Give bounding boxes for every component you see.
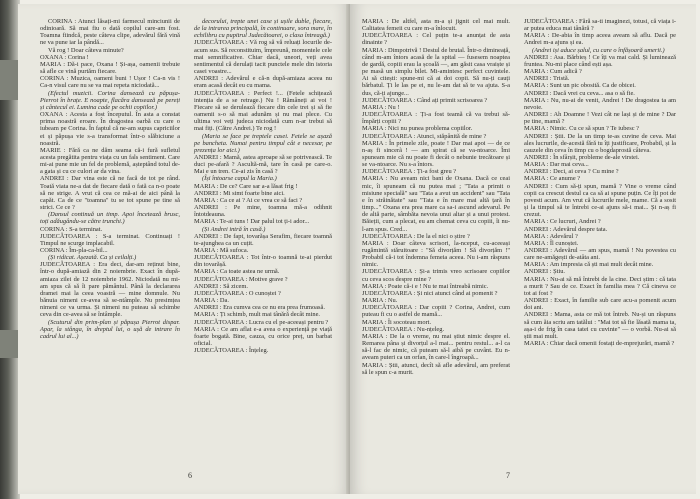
dialogue-paragraph: MARIA : De altfel, asta m-a și jignit cel mai mult. Calitatea femeii cu care m-a înlocuit. [362,18,510,33]
dialogue-paragraph: JUDECĂTOAREA : O cunoștei ? [194,289,281,297]
dialogue-paragraph: MARIA : Ce anume ? [524,175,581,183]
dialogue-paragraph: MARIA : Dă-i pace, Oxana ! Și-așa, oamenii trebuie să afle ce vină purtăm fiecare. [40,60,180,76]
dialogue-paragraph: JUDECĂTOAREA : Ți-a fost teamă că va trebui să-împărți copiii ? [362,111,510,126]
dialogue-paragraph: ANDREI : De fapt, tovarășa Serafim, fiecare toamnă te-ajunghea ca un cuțit. [194,232,332,247]
stage-direction: (Scuturul din prim-plan și păpușa Pierrot dispar. Apar, la stânga, în dreptul lui, o ușă de intrare în cadrul lui al...) [40,318,180,340]
stage-direction: (Efectul muzicii. Corina dansează cu păpușa-Pierrot în brațe. E noapte, flacăra dansează pe pereți și cântecul ei. Lumina cade pe ochii copiilor.) [40,89,180,111]
dialogue-paragraph: MARIA : Nu-ai să mă întrebi de la cine. Deci știm : că tata a murit ? Sau de ce. Exact în familia mea ? Că cineva ce tot ai fost ? [524,275,676,297]
dialogue-paragraph: MARIA : Nimic. Cu ce să spun ? Te iubesc ? [524,125,639,133]
page-number-left: 6 [188,471,192,480]
dialogue-paragraph: ANDREI : Mi simt foarte bine aici. [194,189,285,197]
dialogue-paragraph: MARIA : Ți schimb, mult mai tânără decât mine. [194,311,321,319]
dialogue-paragraph: MARIA : Adevărul ? [524,232,578,240]
dialogue-paragraph: JUDECĂTOAREA : Când ați primit scrisoarea ? [362,96,488,104]
dialogue-paragraph: ANDREI : Adevărul e că-n după-amiaza aceea nu eram acasă decât eu cu mama. [194,75,332,90]
dialogue-paragraph: ANDREI : Tristă. [524,75,570,83]
dialogue-paragraph: CORINA : S-a terminat. [40,225,103,233]
dialogue-paragraph: MARIA : Ce am aflat e-a avea o experiență pe viață foarte bogată. Bine, cauza, cu orice preț, un barbat oficial. [194,325,332,348]
dialogue-paragraph: CORINA : Îm-pla-ca-bil... [40,247,108,254]
book-fore-edge [0,0,20,499]
dialogue-paragraph: MARIA : Îl cunoștei. [524,239,579,247]
dialogue-paragraph: JUDECĂTOAREA : Perfect !... (Fetele schițează intenția de a se retrage.) Nu ! Rămâneți ai voi ! Fiecare să se derulează fiecare din cele trei și să fie oamenii s-o să mai adunăm și nu mai plece. Cu ultima voi veți judeca niciodată cum n-ar trebui să mai fiți. (Către Andrei.) Te rog ! [194,89,332,133]
dialogue-paragraph: MARIA : Nu, nu-ai de venit, Andrei ! De dragostea ta am nevoie. [524,96,676,111]
dialogue-paragraph: MARIA : Dimpotrivă ! Destul de brutal. Într-o dimineață, când m-am întors acasă de la spital — fusesem noaptea de gardă, copiii erau la școală —, am găsit casa vraiște și pe masă un simplu bilet. Mi-amintesc perfect cuvintele. Ai să citești: spune-mi că ai doi copii. Să nu-ți cauți bărbatul. Ți le las pe ei, nu le-am dat să te va ajuta. S-a dus, că-ți ajunge... [362,46,510,97]
left-page [18,4,350,494]
dialogue-paragraph: MARIA : De-abia în timp aceea aveam să aflu. Dacă pe Andrei m-a ajuns și ea. [524,32,676,47]
stage-direction: (Dansul continuă un timp. Apoi încetează brusc, toți adăugându-se către trunchi.) [40,211,180,226]
dialogue-paragraph: JUDECĂTOAREA : Dar copiii ? Corina, Andrei, cum puteau fi cu o astfel de mamă... [362,304,510,319]
dialogue-paragraph: MARIA : De ce? Care sar a-a lăsat frig ! [194,182,298,190]
dialogue-paragraph: JUDECĂTOAREA : De la el nici o știre ? [362,232,470,240]
dialogue-paragraph: JUDECĂTOAREA : Înțeleg. [194,347,269,355]
dialogue-paragraph: ANDREI : Cum să-ți spun, mamă ? Vine o vreme când copii ca crescut destul ca ca să ai spune puțin. Ce îți pot de povesti acum. Am vrut că lucrurile mele, mame. Că a sosit și la timpul să te întrebi ce-ai ajuns să-i mai... Și n-aș fi crezut. [524,182,676,219]
stage-direction: decorului, trepte unei case și ușile duble, fiecare, de la intrarea principală, în continuare, sora mare, în echilibru cu pupitrul Judecătoarei, o clasa întreagă.) [194,18,332,40]
right-page-column-2 [524,18,676,347]
dialogue-paragraph: ANDREI : Să zicem. [194,282,248,290]
dialogue-paragraph: ANDREI : Mamă, astea aproape să se potrivească. Te duci pe-afară ? Ascultă-mă, tare în casă pe care-o. Mai e un tren. Ce-ai zis în casă ? [194,153,332,176]
dialogue-paragraph: JUDECĂTOAREA : Motive grave ? [194,275,288,283]
dialogue-paragraph: MARIA : Da. [194,297,229,305]
dialogue-paragraph: MARIA : Mă sufoca. [194,247,249,254]
stage-direction: (Andrei iși aduce șalul, cu care o înfășoară umerii.) [532,46,665,54]
right-page-column-1 [362,18,510,376]
dialogue-paragraph: ANDREI : Adevărul — am spus, mamă ! Nu povestea cu care ne-amăgești de-atâta ani. [524,247,676,262]
dialogue-paragraph: ANDREI : Știu. [524,268,566,276]
dialogue-paragraph: ANDREI : Știi. De la un timp te-as cuvine de ceva. Mai ales lucrurile, de-acestă fără tu îți justificare, Probabil, și la cauzele din ceva în timp cu o bogdaprostă câteva. [524,132,676,154]
dialogue-paragraph: MARIA : Doar câteva scrisori, la-nceput, cu-aceeași rugămintă stăruitoare : "Să divorțăm ! Să divorțăm !" Probabil că-i tot îndemna femeia aceea. Nu i-am răspuns nimic. [362,239,510,269]
dialogue-paragraph: MARIA : Poate că-i e ! Nu te mai întreabă nimic. [362,282,489,290]
dialogue-paragraph: MARIA : Nu ! [362,103,400,111]
stage-direction: (Și Andrei intră în casă.) [202,225,266,233]
dialogue-paragraph: MARIA : Sunt un pic obosită. Ca de obicei. [524,82,636,90]
dialogue-paragraph: ANDREI : Era cumva cea ce nu era prea frumoasă. [194,304,325,312]
stage-direction: (Maria se face pe treptele casei. Fetele se așază pe bancheta. Numai pentru timpul cât e necesar, pe prezența lor aici.) [194,132,332,154]
dialogue-paragraph: MARIA : De la o vreme, nu mai știut nimic despre el. Remarea pâna și divorțul a-l mai... pentru restul... a-l ca să-l fac de nimic, că puteam să-l aibă pe cuvânt. Eu n-aveam puteri ca un orfan, în care-l îngroapă... [362,332,510,362]
dialogue-paragraph: MARIA : Ca toate astea ne urmă. [194,268,280,276]
dialogue-paragraph: JUDECĂTOAREA : Și-a trimis vreo scrisoare copiilor cu ceva scos despre mine ? [362,268,510,283]
dialogue-paragraph: ANDREI : Pe mine, toamna mă-a odihnit întotdeauna. [194,204,332,219]
dialogue-paragraph: MARIA : Te-ai tuns ! Dar palul tot ți-i ador... [194,218,310,226]
dialogue-paragraph: JUDECĂTOAREA : Nu-nțeleg. [362,325,445,333]
right-page [350,4,696,494]
dialogue-paragraph: ANDREI : Adevărul despre tata. [524,225,608,233]
dialogue-paragraph: JUDECĂTOAREA : Cel puțin te-a anunțat de asta dinainte ? [362,32,510,47]
dialogue-paragraph: MARIA : Îi socoteau mort. [362,318,432,326]
dialogue-paragraph: ANDREI : Ah Doamne ! Vezi cât ne lași și de mine ? Dar pe tine, mamă ? [524,111,676,126]
dialogue-paragraph: CORINA : Muzica, oameni buni ! Ușor ! Ca-n vis ! Ca-n visul care nu se va mai repeta niciodată... [40,75,180,90]
dialogue-paragraph: MARIA : Cum adică ? [524,68,582,76]
dialogue-paragraph: JUDECĂTOAREA : Atunci, stăpânită de mine ? [362,132,487,140]
dialogue-paragraph: ANDREI : Asa. Bărbieș ! Ce îți va mai cald. Și luminează fruntea. Nu-mi place când ești așa. [524,53,676,68]
dialogue-paragraph: MARIA : În primele zile, poate ! Dar mai apoi — de ce n-aș fi sincerã ! — am spirat că se va-ntoarce. Îmi spuneam mie că nu poate fi decât o nebunie trecătoare și se va-ntoarce. Nu s-a întors. [362,139,510,169]
left-page-column-1 [40,18,180,340]
stage-direction: (Își întoarse capul la Maria.) [202,175,277,183]
dialogue-paragraph: MARIA : Nu aveam nici bani de Oxana. Dacă ce ceai mic, îi spuneam că nu putea mai ; "Tata a primit o misiune specială" sau "Tata a avut un accident" sau "Tata e în străinătate" sau "Tata e în mare mai altă țară în timp..." Oxana era prea mare ca sa-i ascund adevarul. Pe de altă parte, sâmbăta nevoia unui altar și a unui protest. Băieții, cum a plecat, eu am chemat ceva cu copiii, îi nu-l-am spus. Cred... [362,175,510,233]
dialogue-paragraph: MARIA : Am impresia că ști mai mult decât mine. [524,261,654,269]
dialogue-paragraph: JUDECĂTOAREA : Și nici atunci când ai pomenit ? [362,289,498,297]
left-page-column-2 [194,18,332,354]
dialogue-paragraph: OXANA : Acesta a fost începutul. În asta a constat prima noastră eroare. În dragostea oarbă cu care o iubeam pe Corina. În faptul că ne-am supus capriciilor ei și păpușa vie s-a transformat într-o slăbiciune a noastră. [40,111,180,147]
dialogue-paragraph: ANDREI : Dar vina este că ne facă de tot pe rând. Toată viata ne-a dat de fiecare dată o fată ca n-o poate să ne strige. A vrut că cea ce mă-ai de aici până la capăt. Ca de ce "toamna" tu se tot spune pe tine să strici. Ce ce ? [40,175,180,212]
dialogue-paragraph: JUDECĂTOAREA : Fără sa-ti imaginezi, totusi, că viața i-ar putea educa mai tânără ? [524,18,676,33]
dialogue-paragraph: ANDREI : Exact, în familie sub care acu-a pomenit acum doi ani. [524,297,676,312]
dialogue-paragraph: MARIA : Nu. [362,297,398,305]
dialogue-paragraph: JUDECĂTOAREA : Tot într-o toamnă te-ai pierdut din tovarășă. [194,254,332,269]
dialogue-paragraph: MARIA : Chiar dacă omenii fostați de-mprejurări, mamă ? [524,340,675,348]
dialogue-paragraph: JUDECĂTOAREA : Lucra cu el pe-aceeași pentru ? [194,318,329,326]
dialogue-paragraph: MARIA : Ca ce ai ? Ai ce vrea ce să faci ? [194,196,303,204]
dialogue-paragraph: MARIA : Dar mai ceva... [524,161,589,169]
dialogue-paragraph: JUDECĂTOAREA : Ți-a fost greu ? [362,168,457,176]
dialogue-paragraph: MARIA : Nici nu punea problema copiilor. [362,125,473,133]
dialogue-paragraph: JUDECĂTOAREA : Vă rog să vă reluați locurile de-acum sus. Să reconstituim, împreună, momentele cele mai semnificative. Chiar dacă, uneori, veți avea sentimentul că derulați tacit punctele mele din istoria casei voastre... [194,39,332,76]
dialogue-paragraph: MARIA : Știi, atunci, decît să afle adevărul, am preferat să le spun c-a murit. [362,361,510,376]
dialogue-paragraph: ANDREI : Deci, ai ceva ? Cu mine ? [524,168,619,176]
dialogue-paragraph: JUDECĂTOAREA : Era deci, dar-am reținut bine, într-o după-amiază din 2 noiembrie. Exact în după-amiaza zilei de 12 noiembrie 1962. Niciodată nu mi-am spus că să îi pare pământul. Până la declararea dramei mai la ceea voastră — mine domnule. Nu bănuia nimeni ce-avea să se-ntâmple. Nu presimțea nimeni ce va urma. Și nimeni nu puteau să schimbe ceva din ce-avea să se întâmple. [40,261,180,319]
page-number-right: 7 [506,471,510,480]
dialogue-paragraph: Vă rog ! Doar câteva minute? [48,46,124,54]
stage-direction: (Și ridicat. Așezată. Ca și ceilalți.) [48,254,137,262]
dialogue-paragraph: JUDECĂTOAREA : S-a terminat. Continuați ! Timpul ne scurge implacabil. [40,232,180,247]
dialogue-paragraph: MARIA : Ce lucruri, Andrei ? [524,218,601,226]
dialogue-paragraph: ANDREI : Mama, asta ce mă tot întreb. Nu-și un răspuns să cum ăia scriu am tatălui : "Mai tot să fie lăsată mama ta, așa-i de frig în casa tatei cu cuvinte" — o vorbă. Nu-ai să știi mai mult. [524,311,676,340]
dialogue-paragraph: MARIE : Fără ca ne dăm seama că-i fură sufletul acesta pregătita pentru viața cu un fals sentiment. Care mi-ai pune mie un fel de problemă, așteptând totul de-a gata și cu ce culori ar da vina. [40,146,180,176]
dialogue-paragraph: ANDREI : Dacă vrei cu ceva... asa o să fie. [524,89,635,97]
dialogue-paragraph: ANDREI : În sfârșit, probleme de-ale virstei. [524,153,640,161]
dialogue-paragraph: OXANA : Corina ! [40,53,89,61]
dialogue-paragraph: CORINA : Atunci lăsați-mi farmecul minciunii de odinioară. Să mai fiu o dată copilul care-am fost. Toamna fiindcă, peste câteva clipe, adevărul fără vină ne va pune iar la pândă... [40,18,180,47]
